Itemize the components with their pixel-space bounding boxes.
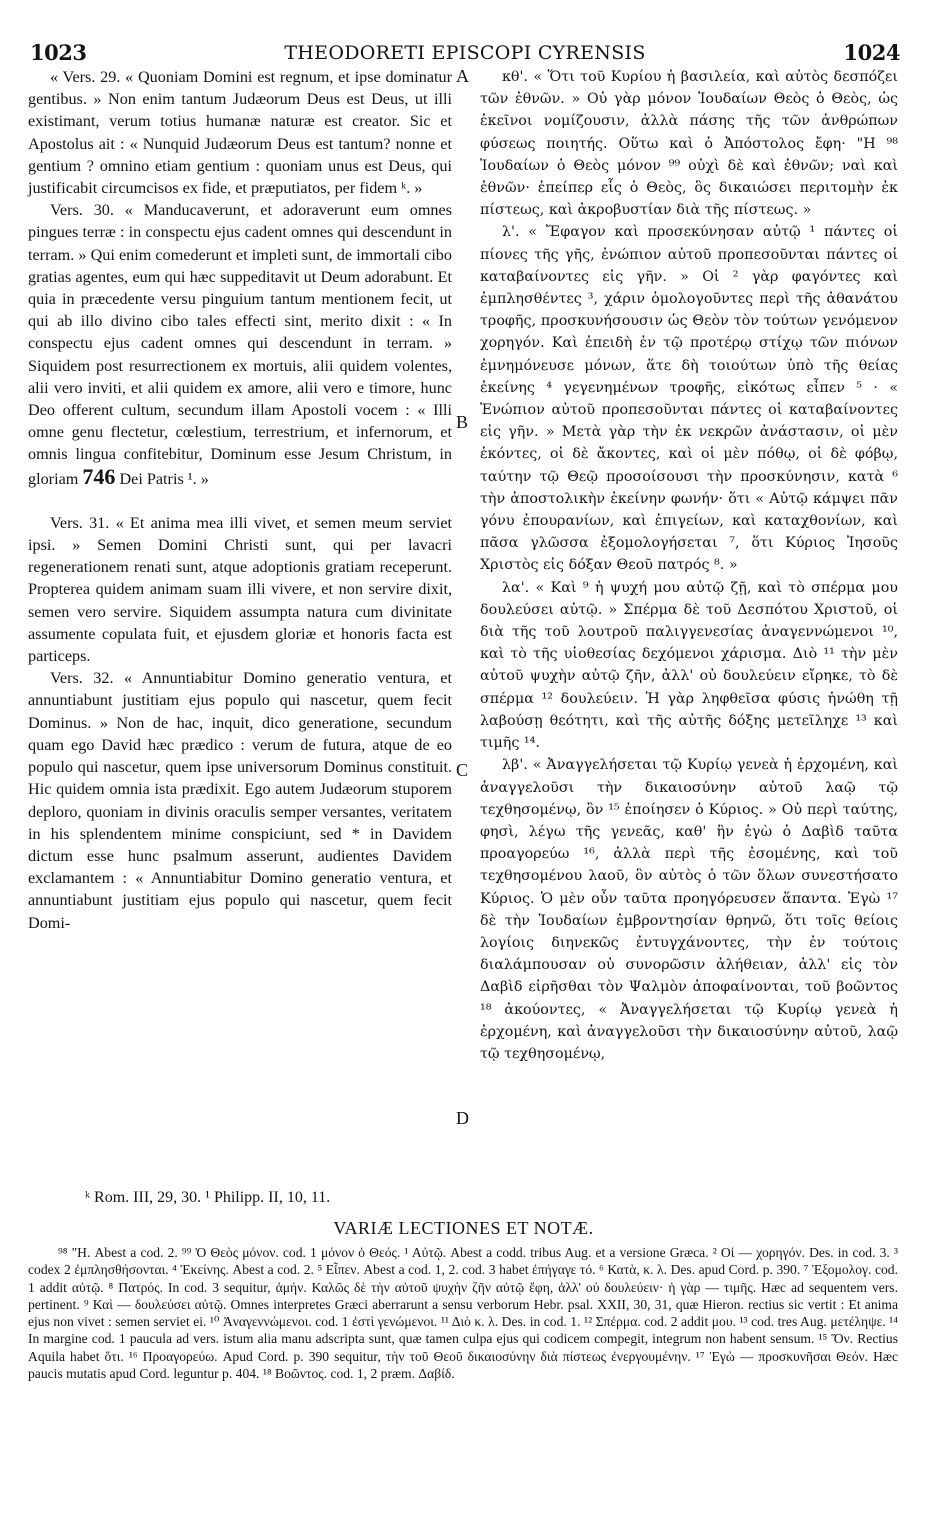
margin-marker-d: D [456, 1108, 469, 1128]
margin-marker-b: B [456, 412, 469, 432]
notes-paragraph: ⁹⁸ "Η. Abest a cod. 2. ⁹⁹ Ὁ Θεὸς μόνον. cod. 1 μόνον ὁ Θεός. ¹ Αὐτῷ. Abest a codd. tribus Aug. et a versione Græca. ² Οἱ — χορηγόν. Des. in cod. 3. ³ codex 2 ἐμπλησθήσονται. ⁴ Ἐκείνης. Abest a cod. 2. ⁵ Εἶπεν. Abest a cod. 1, 2. cod. 3 habet ἐπήγαγε τό. ⁶ Κατὰ, κ. λ. Des. apud Cord. p. 390. ⁷ Ἐξομολογ. cod. 1 addit αὐτῷ. ⁸ Πατρός. In cod. 3 sequitur, ἀμήν. Καλῶς δὲ τὴν αὐτοῦ ψυχὴν ζῆν αὐτῷ ἔφη, ἀλλ' οὐ δουλεύειν· ἡ γὰρ — τιμῆς. Hæc ad sequentem vers. pertinent. ⁹ Καὶ — δουλεύσει αὐτῷ. Omnes interpretes Græci aberrarunt a sensu verborum Hebr. psal. XXII, 30, 31, quæ Hieron. rectius sic vertit : Et anima ejus non vivet : semen serviet ei. ¹⁰ Ἀναγεννώμενοι. cod. 1 ἐστὶ γενώμενοι. ¹¹ Διὸ κ. λ. Des. in cod. 1. ¹² Σπέρμα. cod. 2 addit μου. ¹³ cod. tres Aug. μετέληψε. ¹⁴ In margine cod. 1 paucula ad vers. istum alia manu adscripta sunt, quæ tamen culpa ejus qui codicem compegit, integrum non habent sensum. ¹⁵ Ὅν. Rectius Aquila habet ὅτι. ¹⁶ Προαγορεύω. Apud Cord. p. 390 sequitur, τὴν τοῦ Θεοῦ δικαιοσύνην διὰ πίστεως ἐνεργουμένην. ¹⁷ Ἐγὼ — προσκυνῆσαι Θεόν. Hæc paucis mutatis apud Cord. leguntur p. 404. ¹⁸ Βοῶντος. cod. 1, 2 præm. Δαβίδ. [28, 1245, 898, 1382]
column-number-746: 746 [82, 463, 116, 489]
greek-paragraph-29: κθ'. « Ὅτι τοῦ Κυρίου ἡ βασιλεία, καὶ αὐτὸς δεσπόζει τῶν ἐθνῶν. » Οὐ γὰρ μόνον Ἰουδαίων Θεὸς ὁ Θεὸς, ὡς ἐκεῖνοι νομίζουσιν, ἀλλὰ πάσης τῆς τῶν ἀνθρώπων φύσεως ποιητής. Οὕτω καὶ ὁ Ἀπόστολος ἔφη· "Η ⁹⁸ Ἰουδαίων ὁ Θεὸς μόνον ⁹⁹ οὐχὶ δὲ καὶ ἐθνῶν; ναὶ καὶ ἐθνῶν· ἐπείπερ εἷς ὁ Θεὸς, ὃς δικαιώσει περιτομὴν ἐκ πίστεως, καὶ ἀκροβυστίαν διὰ τῆς πίστεως. » [480, 69, 898, 219]
running-header [30, 40, 900, 66]
variant-readings-notes [28, 1244, 898, 1382]
margin-marker-a: A [456, 66, 469, 86]
latin-paragraph-vers-30 [28, 199, 452, 490]
running-title: THEODORETI EPISCOPI CYRENSIS [284, 42, 646, 64]
notes-title: VARIÆ LECTIONES ET NOTÆ. [333, 1218, 594, 1238]
latin-vers-30-end: Dei Patris ¹. » [119, 469, 209, 488]
latin-paragraph-vers-29: « Vers. 29. « Quoniam Domini est regnum, et ipse dominatur gentibus. » Non enim tantum Judæorum Deus est Deus, ut illi existimant, verum totius humanæ naturæ est creator. Sic et Apostolus ait : « Nunquid Judæorum Deus est tantum? nonne et gentium ? omnino etiam gentium : quoniam unus est Deus, qui justificabit circumcisos ex fide, et præputiatos, per fidem ᵏ. » [28, 68, 452, 198]
page-number-right: 1024 [843, 40, 900, 65]
latin-column [28, 66, 452, 934]
latin-vers-30-text: Vers. 30. « Manducaverunt, et adoraverunt eum omnes pingues terræ : in conspectu ejus cadent omnes qui descendunt in terram. » Qui enim comederunt et impleti sunt, de immortali cibo gratias agentes, eum qui hæc suppeditavit ut Deum adorabunt. Et quia in præcedente versu pinguium tantum mentionem fecit, ut qui ab illo divino cibo tales effecti sint, merito dixit : « In conspectu ejus cadent omnes qui descendunt in terram. » Siquidem post resurrectionem ex mortuis, alii quidem volentes, alii vero inviti, et alii quidem ex amore, alii vero e timore, hunc Deo offerent cultum, secundum illam Apostoli vocem : « Illi omne genu flectetur, cœlestium, terrestrium, et infernorum, et omnis lingua confitebitur, Dominum esse Jesum Christum, in gloriam [28, 201, 452, 488]
latin-paragraph-vers-31: Vers. 31. « Et anima mea illi vivet, et semen meum serviet ipsi. » Semen Domini Christi sunt, qui per lavacri regenerationem renati sunt, atque adoptionis gratiam receperunt. Propterea quidem animam suam illi vivere, et non servire dixit, semen vero servire. Siquidem assumpta natura cum divinitate assumente copulata fuit, et ejusdem gloriæ et honoris facta est particeps. [28, 513, 452, 666]
page-number-left: 1023 [30, 40, 87, 65]
greek-paragraph-32: λβ'. « Ἀναγγελήσεται τῷ Κυρίῳ γενεὰ ἡ ἐρχομένη, καὶ ἀναγγελοῦσι τὴν δικαιοσύνην αὐτοῦ λαῷ τῷ τεχθησομένῳ, ὃν ¹⁵ ἐποίησεν ὁ Κύριος. » Οὐ περὶ ταύτης, φησὶ, λέγω τῆς γενεᾶς, καθ' ἣν ἐγὼ ὁ Δαβὶδ ταῦτα προαγορεύω ¹⁶, ἀλλὰ περὶ τῆς ἐσομένης, καὶ τοῦ τεχθησομένου λαοῦ, ὃν αὐτὸς ὁ τῶν ὅλων συνεστήσατο Κύριος. Ὁ μὲν οὖν ταῦτα προηγόρευσεν ἅπαντα. Ἐγὼ ¹⁷ δὲ τὴν Ἰουδαίων ἐμβροντησίαν θρηνῶ, ὅτι τοῖς θείοις λογίοις διηνεκῶς ἐντυγχάνοντες, τὴν ἐν τούτοις διαλάμπουσαν οὐ συνορῶσιν ἀλήθειαν, ἀλλ' εἰς τὸν Δαβὶδ εἰρῆσθαι τὸν Ψαλμὸν ἀποφαίνονται, τοῦ βοῶντος ¹⁸ ἀκούοντες, « Ἀναγγελήσεται τῷ Κυρίῳ γενεὰ ἡ ἐρχομένη, καὶ ἀναγγελοῦσι τὴν δικαιοσύνην αὐτοῦ, λαῷ τῷ τεχθησομένῳ, [480, 757, 898, 1062]
greek-paragraph-30: λ'. « Ἔφαγον καὶ προσεκύνησαν αὐτῷ ¹ πάντες οἱ πίονες τῆς γῆς, ἐνώπιον αὐτοῦ προπεσοῦνται πάντες οἱ καταβαίνοντες εἰς γῆν. » Οἱ ² γὰρ φαγόντες καὶ ἐμπλησθέντες ³, χάριν ὁμολογοῦντες περὶ τῆς ἀθανάτου τροφῆς, προσκυνήσουσιν ὡς Θεὸν τὸν τούτων γενόμενον χορηγόν. Καὶ ἐπειδὴ ἐν τῷ προτέρῳ στίχῳ τῶν πιόνων ἐμνημόνευσε μόνων, ἅτε δὴ τοιούτων ὑπὸ τῆς θείας ἐκείνης ⁴ γεγενημένων τροφῆς, εἰκότως εἶπεν ⁵ · « Ἐνώπιον αὐτοῦ προπεσοῦνται πάντες οἱ καταβαίνοντες εἰς γῆν. » Μετὰ γὰρ τὴν ἐκ νεκρῶν ἀνάστασιν, οἱ μὲν ἑκόντες, οἱ δὲ ἄκοντες, καὶ οἱ μὲν πόθῳ, οἱ δὲ φόβῳ, ταύτην τῷ Θεῷ προσοίσουσι τὴν προσκύνησιν, κατὰ ⁶ τὴν ἀποστολικὴν ἐκείνην φωνήν· ὅτι « Αὐτῷ κάμψει πᾶν γόνυ ἐπουρανίων, καὶ ἐπιγείων, καὶ καταχθονίων, καὶ πᾶσα γλῶσσα ἐξομολογήσεται ⁷, ὅτι Κύριος Ἰησοῦς Χριστὸς εἰς δόξαν Θεοῦ πατρός ⁸. » [480, 224, 898, 574]
margin-marker-c: C [456, 760, 469, 780]
latin-paragraph-vers-32: Vers. 32. « Annuntiabitur Domino generatio ventura, et annuntiabunt justitiam ejus populo qui nascetur, quem fecit Dominus. » Non de hac, inquit, dico generatione, secundum quam ego David hæc prædico : verum de futura, atque de eo populo qui nascetur, quem ipse universorum Dominus constituit. Hic quidem omnia ista prædixit. Ego autem Judæorum stuporem deploro, quoniam in divinis oraculis semper versantes, veritatem in his splendentem minime conspiciunt, sed * in Davidem dictum esse hunc psalmum asserunt, audientes Davidem exclamantem : « Annuntiabitur Domino generatio ventura, et annuntiabunt justitiam ejus populo qui nascetur, quem fecit Domi- [28, 669, 452, 932]
scripture-footnotes: ᵏ Rom. III, 29, 30. ¹ Philipp. II, 10, 11. [85, 1189, 331, 1206]
greek-paragraph-31: λα'. « Καὶ ⁹ ἡ ψυχή μου αὐτῷ ζῇ, καὶ τὸ σπέρμα μου δουλεύσει αὐτῷ. » Σπέρμα δὲ τοῦ Δεσπότου Χριστοῦ, οἱ διὰ τῆς τοῦ λουτροῦ παλιγγενεσίας ἀναγεννώμενοι ¹⁰, καὶ τὸ τῆς υἱοθεσίας δεχόμενοι χάρισμα. Διὸ ¹¹ τὴν μὲν αὐτοῦ ψυχὴν αὐτῷ ζῆν, ἀλλ' οὐ δουλεύειν εἴρηκε, τὸ δὲ σπέρμα ¹² δουλεύειν. Ἡ γὰρ ληφθεῖσα φύσις ἡνώθη τῇ λαβούσῃ θεότητι, καὶ τῆς αὐτῆς δόξης μετεῖληχε ¹³ καὶ τιμῆς ¹⁴. [480, 579, 898, 752]
greek-column [480, 66, 898, 1065]
